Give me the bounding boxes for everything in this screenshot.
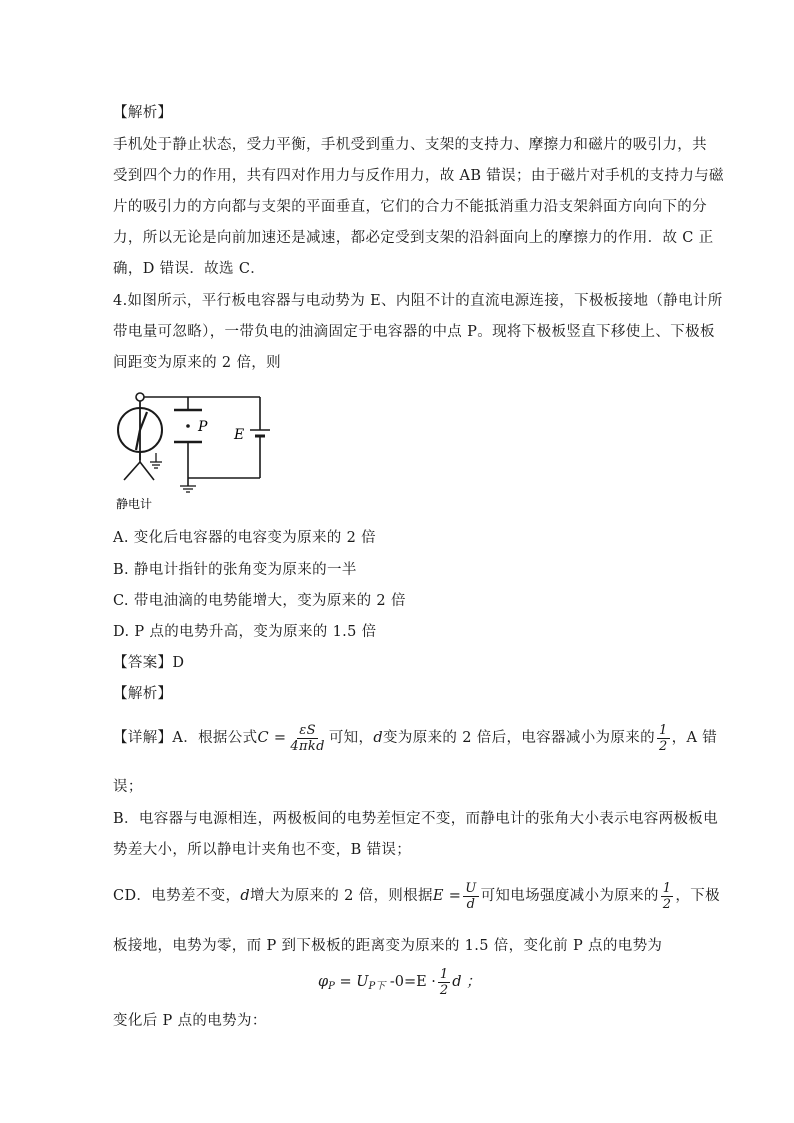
analysis-heading: 【解析】 [113,105,173,121]
var-d: d [240,888,251,904]
detail-a-text: 变为原来的 2 倍后，电容器减小为原来的 [383,730,655,746]
analysis-line: 手机处于静止状态，受力平衡，手机受到重力、支架的支持力、摩擦力和磁片的吸引力，共 [113,137,707,153]
detail-a-text: 可知， [328,730,374,746]
detail-a-cont: 误； [113,779,143,795]
detail-b-line: B．电容器与电源相连，两极板间的电势差恒定不变，而静电计的张角大小表示电容两极板电 [113,811,719,827]
formula-denominator: 2 [662,896,672,912]
formula-denominator: 2 [439,982,449,998]
formula-part: = U [334,974,369,990]
last-line: 变化后 P 点的电势为： [113,1013,267,1029]
formula-e-lhs: E = [432,888,462,904]
formula-denominator: 2 [658,738,668,754]
detail-cd-text: CD．电势差不变， [113,888,241,904]
detail-cd-text: 可知电场强度减小为原来的 [480,888,659,904]
option-a: A. 变化后电容器的电容变为原来的 2 倍 [113,530,376,546]
detail-b-line: 势差大小，所以静电计夹角也不变，B 错误； [113,842,412,858]
formula-denominator: d [466,896,476,912]
formula-numerator: 1 [439,966,449,982]
detail-a-text: ，A 错 [671,730,718,746]
half-fraction [438,967,450,998]
question-stem-line: 4.如图所示，平行板电容器与电动势为 E、内阻不计的直流电源连接，下极板接地（静电计所 [113,293,723,309]
detail-cd-cont: 板接地，电势为零，而 P 到下极板的距离变为原来的 1.5 倍，变化前 P 点的电势为 [113,938,663,954]
var-d: d [373,730,384,746]
answer-line: 【答案】D [113,655,185,671]
analysis-line: 受到四个力的作用，共有四对作用力与反作用力，故 AB 错误；由于磁片对手机的支持力与磁 [113,168,724,184]
label-e: E [234,427,245,443]
formula-denominator: 4πkd [290,738,325,754]
analysis-line: 力，所以无论是向前加速还是减速，都必定受到支架的沿斜面向上的摩擦力的作用．故 C 正 [113,230,714,246]
figure-caption: 静电计 [116,497,153,511]
question-stem-line: 间距变为原来的 2 倍，则 [113,355,281,371]
detail-a-prefix: 【详解】A．根据公式 [113,730,258,746]
phi-subscript: P [328,981,335,992]
half-fraction [657,723,670,754]
detail-a-line [113,722,717,754]
formula-numerator: εS [299,722,316,738]
formula-c-fraction [288,723,326,754]
oil-drop-icon [186,424,190,428]
option-c: C. 带电油滴的电势能增大，变为原来的 2 倍 [113,593,406,609]
detail-cd-text: 增大为原来的 2 倍，则根据 [250,888,433,904]
question-stem-line: 带电量可忽略），一带负电的油滴固定于电容器的中点 P。现将下极板竖直下移使上、下极板 [113,324,715,340]
phi-symbol: φ [318,974,329,990]
u-subscript: P下 [368,981,386,992]
detail-cd-line [113,880,720,912]
detail-cd-text: ，下极 [675,888,720,904]
formula-numerator: 1 [662,880,672,896]
formula-part: -0=E · [385,974,436,990]
formula-part: d ； [452,974,481,990]
circuit-figure [110,390,290,520]
analysis-line: 确，D 错误．故选 C． [113,261,266,277]
option-b: B. 静电计指针的张角变为原来的一半 [113,562,357,578]
formula-e-fraction [463,881,478,912]
phi-formula [318,966,481,1003]
formula-numerator: 1 [658,722,668,738]
analysis-heading: 【解析】 [113,686,173,702]
half-fraction [661,881,674,912]
formula-c-lhs: C = [257,730,287,746]
analysis-line: 片的吸引力的方向都与支架的平面垂直，它们的合力不能抵消重力沿支架斜面方向向下的分 [113,199,707,215]
option-d: D. P 点的电势升高，变为原来的 1.5 倍 [113,624,377,640]
electroscope-needle-icon [140,412,147,430]
label-p: P [198,419,208,435]
electroscope-terminal-icon [136,393,144,401]
formula-numerator: U [465,880,477,896]
